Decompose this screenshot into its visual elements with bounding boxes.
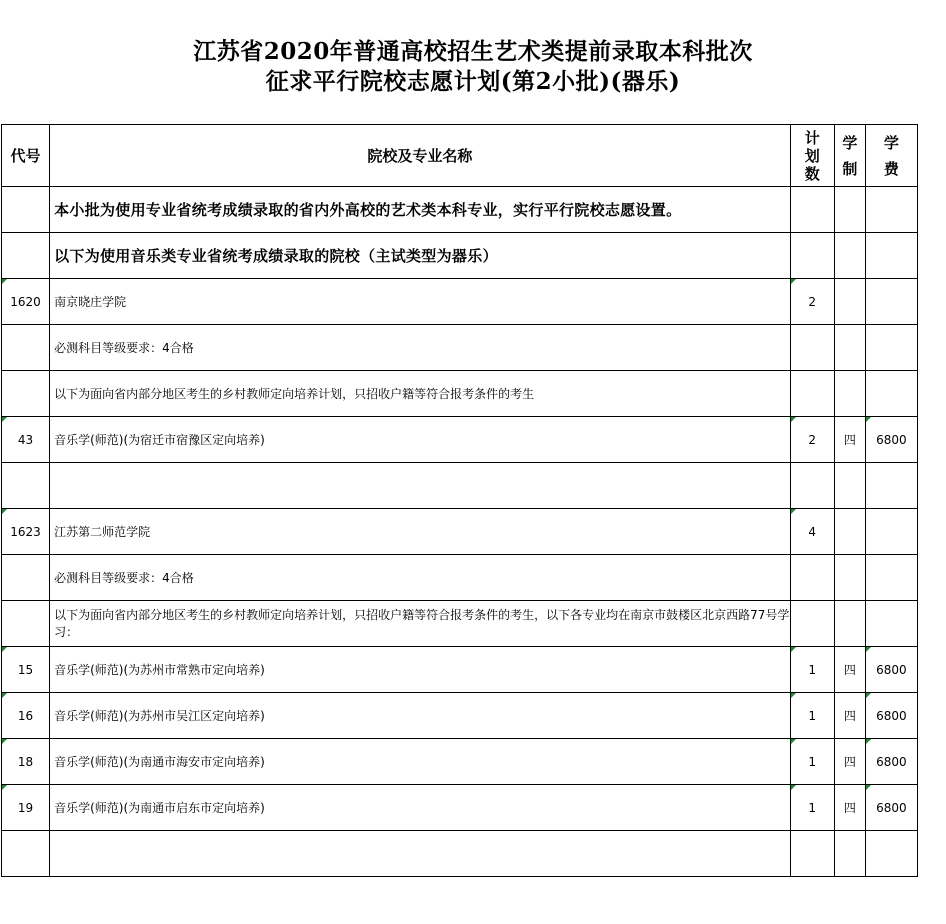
row-code: 43: [2, 417, 50, 463]
row-code: [2, 555, 50, 601]
row-plan: [790, 601, 834, 647]
row-code: [2, 325, 50, 371]
note-row: [2, 233, 918, 279]
row-plan: [790, 555, 834, 601]
row-fee: [865, 555, 917, 601]
header-name: 院校及专业名称: [50, 125, 791, 187]
row-plan: [790, 371, 834, 417]
row-fee: 6800: [865, 739, 917, 785]
row-length: 四: [834, 417, 865, 463]
table-row: [2, 279, 918, 325]
row-plan: 1: [790, 693, 834, 739]
row-length: [834, 371, 865, 417]
header-plan-char: 划: [804, 146, 820, 165]
row-length: 四: [834, 693, 865, 739]
table-header-row: [2, 125, 918, 187]
row-length: [834, 831, 865, 877]
table-row: [2, 601, 918, 647]
row-fee: 6800: [865, 785, 917, 831]
row-fee: [865, 371, 917, 417]
row-code: 15: [2, 647, 50, 693]
row-length: 四: [834, 647, 865, 693]
table-row: [2, 739, 918, 785]
note-row: [2, 187, 918, 233]
table-row: [2, 463, 918, 509]
row-length: [834, 601, 865, 647]
row-plan: [790, 325, 834, 371]
row-name: 音乐学(师范)(为南通市启东市定向培养): [50, 785, 791, 831]
header-fee-char: 学: [883, 133, 899, 152]
row-code: [2, 601, 50, 647]
row-name: 音乐学(师范)(为苏州市常熟市定向培养): [50, 647, 791, 693]
document-title-line1: 江苏省2020年普通高校招生艺术类提前录取本科批次: [193, 38, 753, 65]
row-name: 江苏第二师范学院: [50, 509, 791, 555]
document-title-line2: 征求平行院校志愿计划(第2小批)(器乐): [265, 68, 681, 95]
header-code: 代号: [2, 125, 50, 187]
row-plan: 2: [790, 279, 834, 325]
row-code: [2, 371, 50, 417]
row-name: 以下为面向省内部分地区考生的乡村教师定向培养计划，只招收户籍等符合报考条件的考生，以下各专业均在南京市鼓楼区北京西路77号学习：: [50, 601, 791, 647]
plan-table: [1, 124, 918, 877]
row-length: [834, 325, 865, 371]
row-code: 16: [2, 693, 50, 739]
row-plan: [790, 463, 834, 509]
note-text: 本小批为使用专业省统考成绩录取的省内外高校的艺术类本科专业，实行平行院校志愿设置。: [50, 187, 791, 233]
header-length-char: 学: [842, 133, 858, 152]
row-name: 必测科目等级要求：4合格: [50, 555, 791, 601]
header-plan-char: 数: [804, 164, 820, 183]
row-code: 19: [2, 785, 50, 831]
header-length: [834, 125, 865, 187]
row-code: 1620: [2, 279, 50, 325]
row-code: [2, 463, 50, 509]
table-body: [2, 279, 918, 877]
row-fee: [865, 325, 917, 371]
row-code: [2, 831, 50, 877]
row-name: 必测科目等级要求：4合格: [50, 325, 791, 371]
table-row: [2, 325, 918, 371]
row-code: 1623: [2, 509, 50, 555]
table-row: [2, 555, 918, 601]
row-fee: [865, 601, 917, 647]
row-plan: 1: [790, 647, 834, 693]
row-plan: [790, 831, 834, 877]
row-length: [834, 555, 865, 601]
note-text: 以下为使用音乐类专业省统考成绩录取的院校（主试类型为器乐）: [50, 233, 791, 279]
row-name: 以下为面向省内部分地区考生的乡村教师定向培养计划，只招收户籍等符合报考条件的考生: [50, 371, 791, 417]
row-name: 音乐学(师范)(为苏州市吴江区定向培养): [50, 693, 791, 739]
header-plan: [790, 125, 834, 187]
row-plan: 1: [790, 739, 834, 785]
table-row: [2, 647, 918, 693]
row-length: 四: [834, 785, 865, 831]
row-length: [834, 509, 865, 555]
table-row: [2, 371, 918, 417]
table-row: [2, 831, 918, 877]
row-name: [50, 463, 791, 509]
row-plan: 1: [790, 785, 834, 831]
header-fee: [865, 125, 917, 187]
table-row: [2, 509, 918, 555]
table-row: [2, 417, 918, 463]
row-name: [50, 831, 791, 877]
row-name: 南京晓庄学院: [50, 279, 791, 325]
row-fee: [865, 279, 917, 325]
row-plan: 4: [790, 509, 834, 555]
table-row: [2, 693, 918, 739]
row-fee: 6800: [865, 693, 917, 739]
row-fee: 6800: [865, 417, 917, 463]
row-length: [834, 463, 865, 509]
row-plan: 2: [790, 417, 834, 463]
header-plan-char: 计: [804, 128, 820, 147]
row-length: 四: [834, 739, 865, 785]
row-code: 18: [2, 739, 50, 785]
header-fee-char: 费: [883, 159, 899, 178]
table-row: [2, 785, 918, 831]
row-fee: [865, 831, 917, 877]
row-fee: 6800: [865, 647, 917, 693]
row-length: [834, 279, 865, 325]
header-length-char: 制: [842, 159, 858, 178]
row-name: 音乐学(师范)(为宿迁市宿豫区定向培养): [50, 417, 791, 463]
row-name: 音乐学(师范)(为南通市海安市定向培养): [50, 739, 791, 785]
row-fee: [865, 509, 917, 555]
row-fee: [865, 463, 917, 509]
